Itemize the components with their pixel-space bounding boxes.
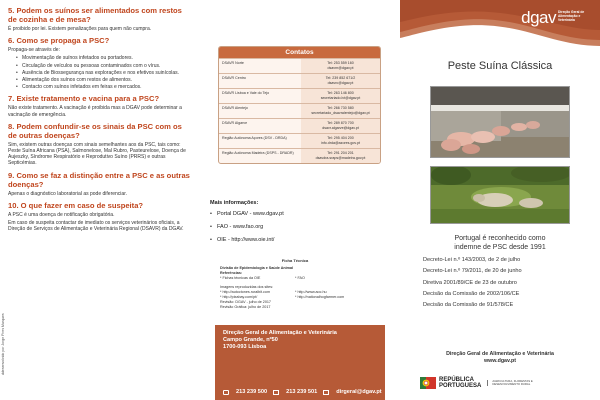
footer-email[interactable]: dirgeral@dgav.pt	[336, 389, 382, 395]
question-8: 8. Podem confundir-se os sinais da PSC com os de outras doenças?	[8, 121, 182, 140]
table-row	[219, 103, 380, 118]
ficha-img4: * http://nationalhogfarmer.com	[295, 295, 345, 299]
header-wave	[400, 0, 600, 46]
contact-name: DSAVR Norte	[222, 61, 244, 65]
technical-sheet	[220, 258, 370, 310]
table-row	[219, 148, 380, 163]
brochure-title: Peste Suína Clássica	[447, 60, 553, 72]
list-item: • Movimentação de suínos infetados ou portadores.	[16, 55, 192, 61]
question-7: 7. Existe tratamento e vacina para a PSC?	[8, 94, 160, 104]
middle-panel	[205, 0, 395, 400]
answer-10a: A PSC é uma doença de notificação obrigatória.	[8, 211, 115, 218]
dgav-logo: dgav	[521, 8, 556, 27]
law-item: Diretiva 2001/89/CE de 23 de outubro	[423, 279, 517, 286]
government-logos	[420, 373, 590, 393]
answer-6-intro: Propaga-se através de:	[8, 47, 60, 54]
more-info-title: Mais informações:	[210, 200, 259, 206]
ficha-img-label: Imagens reproduzidas dos sites:	[220, 285, 274, 289]
law-item: Decreto-Lei n.º 79/2011, de 20 de junho	[423, 268, 522, 275]
contact-info: Tel: 253 559 160 dsavrn@dgav.pt	[301, 59, 380, 73]
recognition-statement	[400, 234, 600, 252]
footer-postcode: 1700-093 Lisboa	[223, 344, 267, 350]
republic-label: REPÚBLICA PORTUGUESA	[439, 376, 482, 389]
contact-name: DSAVR Centro	[222, 76, 246, 80]
ficha-revision: Revisão: DGAV - julho de 2017	[220, 300, 271, 304]
answer-8: Sim, existem outras doenças com sinais semelhantes aos da PSC, tais como: Peste Suína Africana (PSA), Salmonelose, Mal Rubro, Pasteurelose, Doença de Aujeszky, Síndrome Respiratório e Reprodutivo Suíno (PRRS) e outras Septicémias.	[8, 141, 186, 167]
contact-info: Tel: 239 852 671/2 dsavrc@dgav.pt	[301, 74, 380, 88]
link-dgav[interactable]: • Portal DGAV - www.dgav.pt	[210, 211, 390, 217]
contacts-title: Contatos	[219, 47, 380, 58]
contact-name: DSAVR Lisboa e Vale do Tejo	[222, 91, 270, 95]
organization-block	[400, 351, 600, 365]
organization-website[interactable]: www.dgav.pt	[483, 358, 517, 364]
ficha-graphic-revision: Revisão Gráfica: julho de 2017	[220, 305, 271, 309]
email-icon	[323, 390, 329, 395]
ficha-ref1: * Fichas técnicas da OIE	[220, 276, 261, 280]
more-info	[210, 200, 390, 250]
contact-info: Tel: 295 404 200 info.drda@azores.gov.pt	[301, 134, 380, 148]
contact-info: Tel: 263 146 800 secretariado.lvt@dgav.pt	[301, 89, 380, 103]
fax-icon	[273, 390, 279, 395]
vertical-credit: ddesenvolvido por Jorge Pires Marques	[1, 313, 5, 375]
contact-name: Região Autónoma Madeira (DSPS - DRADR)	[222, 151, 294, 155]
footer-fax: 213 239 501	[286, 389, 318, 395]
answer-7: Não existe tratamento. A vacinação é proibida mas a DGAV pode determinar a vacinação de emergência.	[8, 105, 182, 118]
organization-name: Direção Geral de Alimentação e Veterinária	[446, 351, 554, 357]
contact-name: Região Autónoma Açores (DSV - DRDA)	[222, 136, 287, 140]
table-row	[219, 73, 380, 88]
dgav-logo-subtitle: Direção Geral de Alimentação e Veterinária	[558, 10, 585, 22]
legislation-list	[423, 255, 583, 311]
answer-10b: Em caso de suspeita contactar de imediato os serviços veterinários oficiais, a Direção de Serviços de Alimentação e Veterinária Regional (DSAVR) da DGAV.	[8, 220, 184, 233]
question-10: 10. O que fazer em caso de suspeita?	[8, 200, 144, 210]
footer-phone: 213 239 500	[236, 389, 268, 395]
table-row	[219, 118, 380, 133]
law-item: Decisão da Comissão de 2002/106/CE	[423, 290, 520, 297]
phone-icon	[223, 390, 229, 395]
ministry-label: AGRICULTURA, FLORESTAS E DESENVOLVIMENTO RURAL	[487, 380, 547, 386]
contact-name: DSAVR Algarve	[222, 121, 248, 125]
portuguese-republic-emblem-icon	[420, 375, 436, 391]
answer-6-list	[16, 55, 192, 90]
ficha-img2: * http://www.aoc.hu	[295, 290, 327, 294]
list-item: • Circulação de veículos ou pessoas contaminados com o vírus.	[16, 63, 192, 69]
list-item: • Contacto com suínos infetados em feiras e mercados.	[16, 84, 192, 90]
answer-5: É proibido por lei. Existem penalizações para quem não cumpra.	[8, 26, 152, 32]
contact-info: Tel: 266 730 580 secretariado_dsavralentejo@dgav.pt	[301, 104, 380, 118]
list-item: • Alimentação dos suínos com restos de alimentos.	[16, 77, 192, 83]
recognition-line-2: indemne de PSC desde 1991	[454, 244, 546, 251]
pig-farm-photo	[430, 86, 570, 158]
list-item: • Ausência de Biossegurança nas explorações e nos efetivos suinícolas.	[16, 70, 192, 76]
table-row	[219, 133, 380, 148]
ficha-img1: * http://autoctones.ruralbit.com	[220, 290, 271, 294]
ficha-author: Divisão de Epidemiologia e Saúde Animal	[220, 266, 294, 270]
table-row	[219, 88, 380, 103]
contact-name: DSAVR Alentejo	[222, 106, 248, 110]
right-panel	[400, 0, 600, 400]
law-item: Decreto-Lei n.º 143/2003, de 2 de julho	[423, 257, 521, 263]
question-5: 5. Podem os suínos ser alimentados com restos de cozinha e de mesa?	[8, 6, 182, 24]
link-fao[interactable]: • FAO - www.fao.org	[210, 224, 390, 230]
contacts-table	[218, 46, 381, 164]
ficha-title: Ficha Técnica	[281, 258, 309, 263]
footer-address-box	[215, 325, 385, 400]
answer-9: Apenas o diagnóstico laboratorial as pode diferenciar.	[8, 190, 127, 197]
footer-street: Campo Grande, nº50	[223, 337, 278, 343]
question-9: 9. Como se faz a distinção entre a PSC e as outras doenças?	[8, 170, 190, 189]
ficha-ref-label: Referências:	[220, 271, 243, 275]
contact-info: Tel: 289 870 700 dsavr.algarve@dgav.pt	[301, 119, 380, 133]
pigs-in-field-photo	[430, 166, 570, 224]
left-panel	[0, 0, 200, 400]
ficha-ref2: * FAO	[295, 276, 305, 280]
table-row	[219, 58, 380, 73]
footer-org: Direção Geral de Alimentação e Veterinária	[223, 330, 337, 336]
link-oie[interactable]: • OIE - http://www.oie.int/	[210, 237, 390, 243]
recognition-line-1: Portugal é reconhecido como	[454, 235, 546, 242]
question-6: 6. Como se propaga a PSC?	[8, 36, 110, 46]
ficha-img3: * http://pixabay.com/pt/	[220, 295, 258, 299]
contact-info: Tel: 291 204 201 dsavdra.sraps@madeira.gov.pt	[301, 149, 380, 163]
law-item: Decisão da Comissão de 91/578/CE	[423, 302, 514, 309]
